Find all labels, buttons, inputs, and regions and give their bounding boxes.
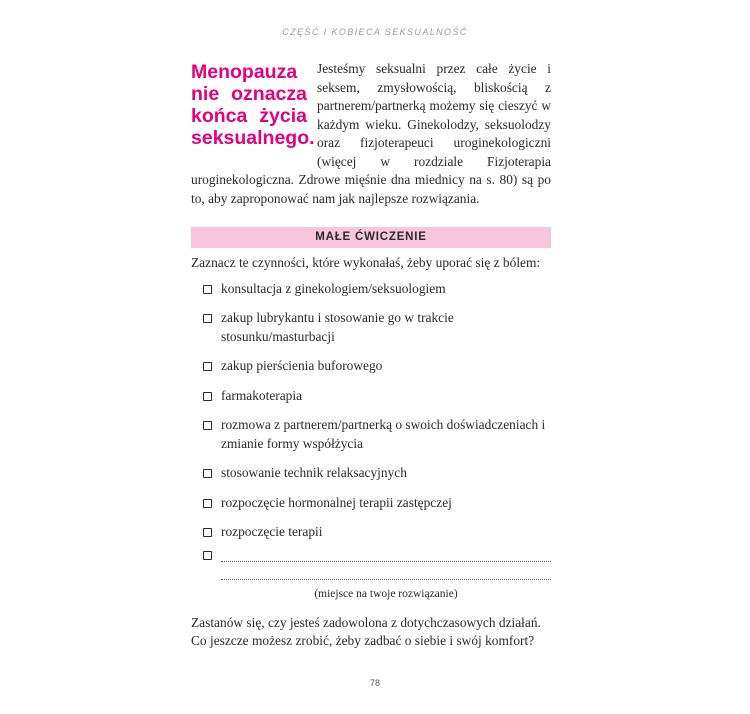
checkbox-icon[interactable] (203, 421, 212, 430)
checkbox-icon[interactable] (203, 499, 212, 508)
checklist-item[interactable] (191, 280, 551, 299)
checkbox-icon[interactable] (203, 362, 212, 371)
checkbox-icon[interactable] (203, 551, 212, 560)
checklist-item[interactable] (191, 494, 551, 513)
page-content (191, 60, 551, 651)
checkbox-icon[interactable] (203, 392, 212, 401)
checklist-item[interactable] (191, 523, 551, 542)
dotted-line (221, 579, 551, 580)
checkbox-icon[interactable] (203, 285, 212, 294)
checklist-item[interactable] (191, 357, 551, 376)
intro-section (191, 60, 551, 208)
checklist-item-label: rozmowa z partnerem/partnerką o swoich doświadczeniach i zmianie formy współżycia (221, 417, 546, 451)
checkbox-icon[interactable] (203, 314, 212, 323)
outro-paragraph: Zastanów się, czy jesteś zadowolona z dotychczasowych działań. Co jeszcze możesz zrobić, żeby zadbać o siebie i swój komfort? (191, 614, 541, 648)
blank-hint: (miejsce na twoje rozwiązanie) (314, 587, 458, 600)
exercise-title: MAŁE ĆWICZENIE (191, 227, 551, 248)
checkbox-icon[interactable] (203, 528, 212, 537)
checklist-item[interactable] (191, 387, 551, 406)
checklist-item-label: farmakoterapia (221, 387, 303, 403)
checklist-item-label: rozpoczęcie terapii (221, 524, 323, 539)
custom-answer-field[interactable] (191, 553, 551, 601)
pull-quote: Menopauza nie oznacza końca życia seksualnego. (191, 61, 315, 149)
intro-paragraph: Jesteśmy seksualni przez całe życie i seksem, zmysłowością, bliskością z partnerem/partnerką możemy się cieszyć w każdym wieku. Ginekolodzy, seksuolodzy oraz fizjoterapeuci uroginekologiczni (więcej w rozdziale Fizjoterapia uroginekologiczna. Zdrowe mięśnie dna miednicy na s. 80) są po to, aby zaproponować nam jak najlepsze rozwiązania. (191, 61, 551, 206)
running-head: CZĘŚĆ I KOBIECA SEKSUALNOŚĆ (282, 27, 468, 37)
checklist-item-label: stosowanie technik relaksacyjnych (221, 465, 407, 480)
dotted-line (221, 561, 551, 562)
checklist-item-label: rozpoczęcie hormonalnej terapii zastępczej (221, 494, 452, 510)
checklist-item-label: konsultacja z ginekologiem/seksuologiem (221, 280, 446, 296)
page-number: 78 (369, 678, 380, 688)
checklist-item-label: zakup lubrykantu i stosowanie go w trakcie stosunku/masturbacji (221, 310, 454, 344)
checklist-item[interactable] (191, 309, 551, 346)
checkbox-icon[interactable] (203, 469, 212, 478)
exercise-checklist (191, 280, 551, 542)
checklist-item[interactable] (191, 464, 551, 483)
checklist-item-label: zakup pierścienia buforowego (221, 358, 383, 373)
exercise-lead: Zaznacz te czynności, które wykonałaś, żeby uporać się z bólem: (191, 255, 541, 270)
checklist-item[interactable] (191, 416, 551, 453)
